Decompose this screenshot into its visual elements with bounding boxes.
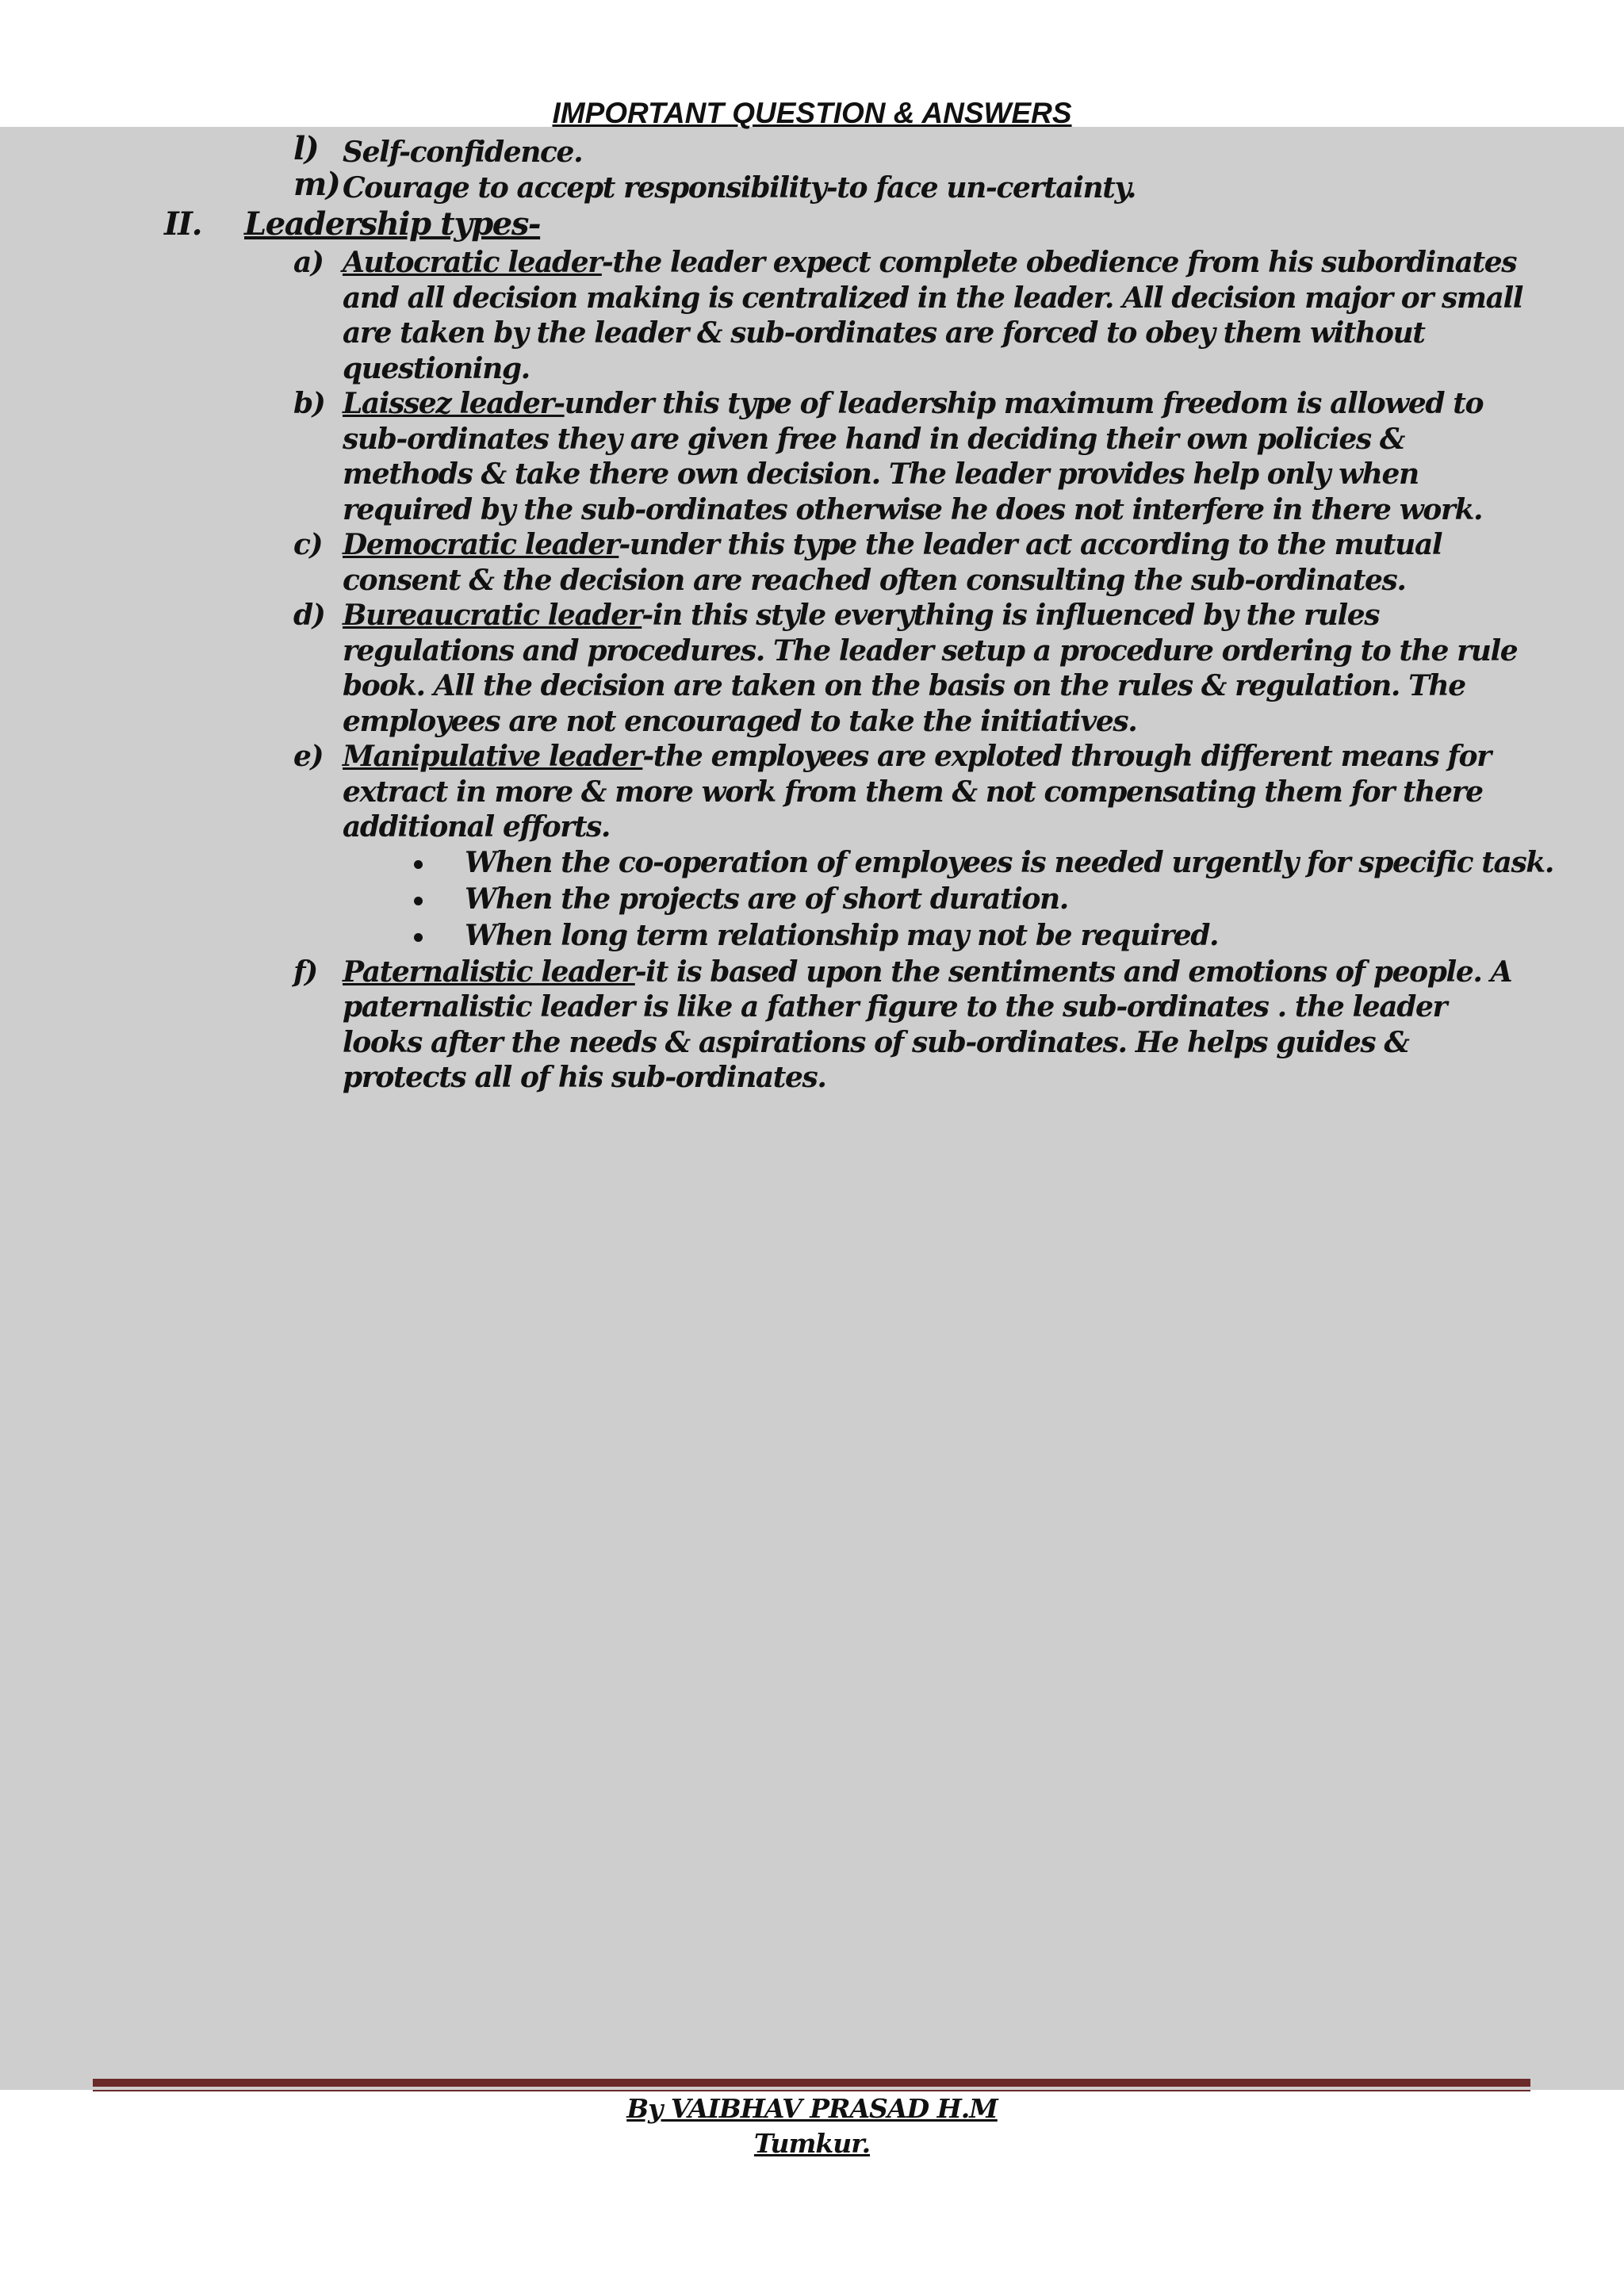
item-marker: c) xyxy=(293,528,323,561)
leader-type-name: Democratic leader xyxy=(343,528,619,561)
bullet-item xyxy=(0,882,1624,918)
leader-type-item xyxy=(0,245,1624,386)
leader-type-item xyxy=(0,955,1624,1096)
footer-author: By VAIBHAV PRASAD H.M xyxy=(626,2093,998,2124)
item-text: Self-confidence. xyxy=(343,136,583,169)
leader-type-description: -the leader expect complete obedience from his subordinates and all decision making is centralized in the leader. All decision major or small are taken by the leader & sub-ordinates are forced to obey them without questioning. xyxy=(343,246,1523,385)
list-item xyxy=(0,130,1624,170)
footer-divider xyxy=(93,2079,1530,2087)
item-marker: d) xyxy=(293,599,325,632)
leader-type-name: Bureaucratic leader xyxy=(343,599,642,632)
section-title: Leadership types- xyxy=(244,205,541,243)
leader-type-description: -it is based upon the sentiments and emotions of people. A paternalistic leader is like a father figure to the sub-ordinates . the leader looks after the needs & aspirations of sub-ordinates. He helps guides & protects all of his sub-ordinates. xyxy=(343,955,1512,1094)
leader-type-item xyxy=(0,386,1624,527)
bullet-icon xyxy=(414,933,423,942)
leader-type-description: -in this style everything is influenced by the rules regulations and procedures. The leader setup a procedure ordering to the rule book. All the decision are taken on the basis on the rules & regulation. The employees are not encouraged to take the initiatives. xyxy=(343,599,1518,738)
document-body xyxy=(0,130,1624,1096)
list-item xyxy=(0,165,1624,206)
leader-type-description: -under this type the leader act according to the mutual consent & the decision are reached often consulting the sub-ordinates. xyxy=(343,528,1442,597)
item-marker: a) xyxy=(293,246,324,279)
leader-type-name: Paternalistic leader xyxy=(343,955,635,989)
leader-type-description: under this type of leadership maximum freedom is allowed to sub-ordinates they are given free hand in deciding their own policies & methods & take there own decision. The leader provides help only when required by the sub-ordinates otherwise he does not interfere in there work. xyxy=(343,387,1484,526)
bullet-text: When long term relationship may not be required. xyxy=(465,918,1219,952)
leader-type-item xyxy=(0,739,1624,845)
bullet-item xyxy=(0,845,1624,882)
leader-type-name: Laissez leader- xyxy=(343,387,565,420)
item-marker: e) xyxy=(293,740,324,773)
item-text: Courage to accept responsibility-to face un-certainty. xyxy=(343,170,1136,205)
page-header-title: IMPORTANT QUESTION & ANSWERS xyxy=(552,97,1072,129)
bullet-item xyxy=(0,918,1624,955)
leader-type-item xyxy=(0,598,1624,739)
leader-type-name: Autocratic leader xyxy=(343,246,602,279)
item-marker: l) xyxy=(293,130,319,167)
section-number: II. xyxy=(164,205,202,243)
item-marker: m) xyxy=(293,165,340,203)
leader-type-name: Manipulative leader xyxy=(343,740,643,773)
leader-type-item xyxy=(0,527,1624,598)
item-marker: f) xyxy=(293,955,317,989)
footer-place: Tumkur. xyxy=(753,2128,871,2159)
bullet-text: When the projects are of short duration. xyxy=(465,882,1068,916)
item-marker: b) xyxy=(293,387,325,420)
bullet-text: When the co-operation of employees is needed urgently for specific task. xyxy=(465,845,1553,879)
section-heading xyxy=(0,207,1624,245)
bullet-icon xyxy=(414,860,423,869)
footer-divider-thin xyxy=(93,2090,1530,2091)
leader-type-description: -the employees are exploted through different means for extract in more & more work from them & not compensating them for there additional efforts. xyxy=(343,740,1491,844)
bullet-icon xyxy=(414,897,423,905)
